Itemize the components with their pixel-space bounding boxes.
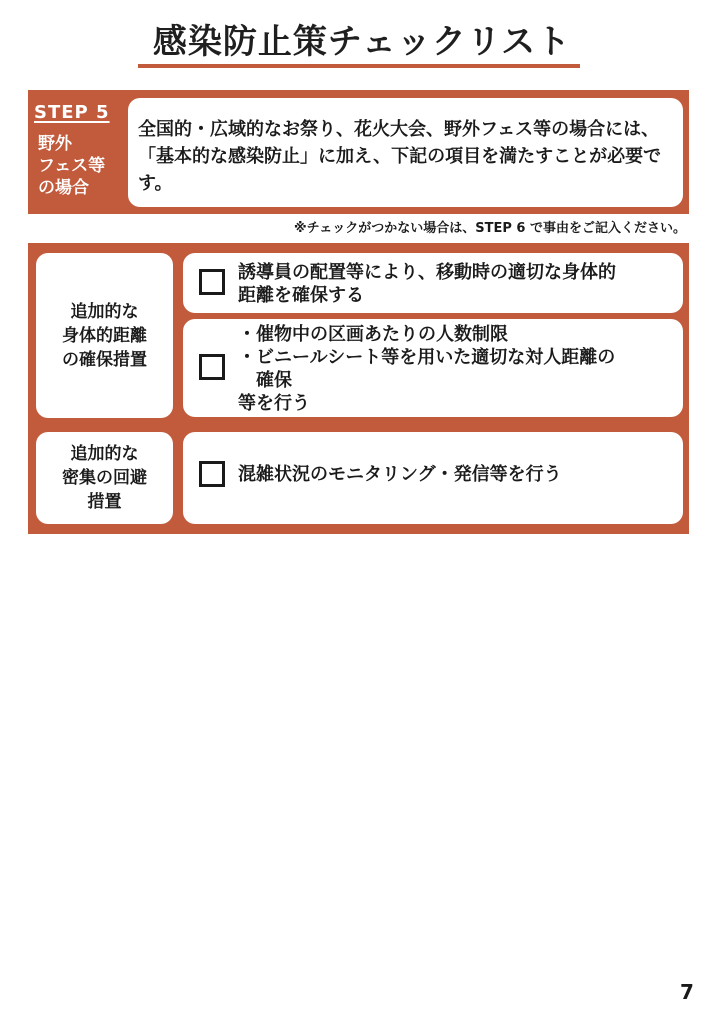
checklist-item <box>183 319 683 417</box>
checklist-item-text: ・催物中の区画あたりの人数制限 ・ビニールシート等を用いた適切な対人距離の 確保 等を行う <box>238 324 616 414</box>
step-label: STEP 5 <box>34 102 110 123</box>
title-underline <box>138 64 580 68</box>
step-subtitle: 野外 フェス等 の場合 <box>38 134 106 198</box>
checkbox[interactable] <box>199 354 225 380</box>
category-distance <box>36 253 173 418</box>
checklist-panel <box>28 243 689 534</box>
category-label: 追加的な 密集の回避 措置 <box>62 444 147 512</box>
checklist-item <box>183 253 683 313</box>
category-crowd <box>36 432 173 524</box>
checkbox[interactable] <box>199 269 225 295</box>
checklist-item <box>183 432 683 524</box>
step-panel <box>28 90 689 214</box>
checkbox[interactable] <box>199 461 225 487</box>
page-title: 感染防止策チェックリスト <box>152 22 572 62</box>
step-description-box <box>128 98 683 207</box>
category-label: 追加的な 身体的距離 の確保措置 <box>62 301 147 370</box>
checklist-note: ※チェックがつかない場合は、STEP 6 で事由をご記入ください。 <box>294 221 686 236</box>
step-description: 全国的・広域的なお祭り、花火大会、野外フェス等の場合には、「基本的な感染防止」に加え、下記の項目を満たすことが必要です。 <box>138 119 662 194</box>
checklist-item-text: 混雑状況のモニタリング・発信等を行う <box>238 464 562 485</box>
checklist-item-text: 誘導員の配置等により、移動時の適切な身体的 距離を確保する <box>238 262 616 306</box>
page-number: 7 <box>680 980 694 1004</box>
